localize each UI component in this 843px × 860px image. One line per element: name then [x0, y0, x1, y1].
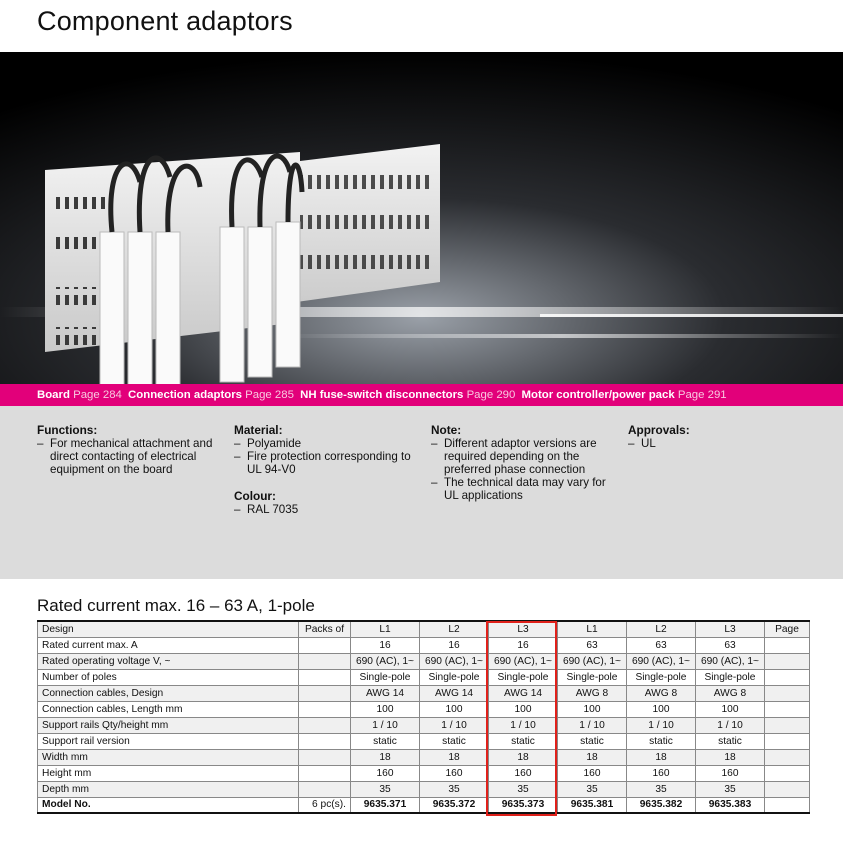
value-cell: 35	[558, 781, 627, 797]
row-label: Rated operating voltage V, ~	[38, 653, 299, 669]
xref-board[interactable]: Board Page 284	[37, 389, 122, 401]
value-cell: L3	[489, 621, 558, 637]
value-cell: AWG 8	[558, 685, 627, 701]
table-row	[38, 733, 810, 749]
value-cell: 100	[696, 701, 765, 717]
table-row	[38, 749, 810, 765]
value-cell: 18	[558, 749, 627, 765]
value-cell: AWG 14	[489, 685, 558, 701]
packs-cell	[299, 765, 351, 781]
value-cell: L3	[696, 621, 765, 637]
value-cell: 160	[420, 765, 489, 781]
page-title: Component adaptors	[37, 6, 293, 36]
page-cell	[765, 733, 810, 749]
value-cell: 100	[351, 701, 420, 717]
spec-table	[37, 620, 810, 814]
approvals-item: – UL	[628, 437, 778, 450]
table-title: Rated current max. 16 – 63 A, 1-pole	[37, 596, 315, 615]
page-cell	[765, 797, 810, 813]
value-cell: 9635.382	[627, 797, 696, 813]
table-row	[38, 637, 810, 653]
table-row	[38, 653, 810, 669]
note-heading: Note:	[431, 423, 462, 437]
value-cell: Single-pole	[627, 669, 696, 685]
row-label: Height mm	[38, 765, 299, 781]
row-label: Design	[38, 621, 299, 637]
page-cell	[765, 685, 810, 701]
value-cell: 100	[489, 701, 558, 717]
packs-cell: Packs of	[299, 621, 351, 637]
value-cell: 100	[627, 701, 696, 717]
value-cell: 1 / 10	[489, 717, 558, 733]
value-cell: 16	[351, 637, 420, 653]
value-cell: static	[627, 733, 696, 749]
value-cell: 9635.381	[558, 797, 627, 813]
value-cell: 63	[627, 637, 696, 653]
value-cell: 160	[627, 765, 696, 781]
value-cell: 63	[558, 637, 627, 653]
value-cell: AWG 8	[627, 685, 696, 701]
row-label: Width mm	[38, 749, 299, 765]
table-row	[38, 701, 810, 717]
packs-cell	[299, 733, 351, 749]
value-cell: 690 (AC), 1~	[489, 653, 558, 669]
value-cell: Single-pole	[351, 669, 420, 685]
value-cell: 100	[420, 701, 489, 717]
packs-cell	[299, 717, 351, 733]
page-cell	[765, 717, 810, 733]
value-cell: 35	[489, 781, 558, 797]
value-cell: 35	[627, 781, 696, 797]
value-cell: static	[420, 733, 489, 749]
page-cell	[765, 749, 810, 765]
value-cell: 35	[420, 781, 489, 797]
value-cell: L2	[627, 621, 696, 637]
page-cell	[765, 653, 810, 669]
value-cell: 9635.371	[351, 797, 420, 813]
value-cell: 9635.383	[696, 797, 765, 813]
note-item: – The technical data may vary for UL applications	[431, 476, 611, 502]
row-label: Rated current max. A	[38, 637, 299, 653]
value-cell: Single-pole	[558, 669, 627, 685]
value-cell: 16	[420, 637, 489, 653]
model-number-row	[38, 797, 810, 813]
table-row	[38, 717, 810, 733]
packs-cell: 6 pc(s).	[299, 797, 351, 813]
value-cell: AWG 14	[351, 685, 420, 701]
xref-motor-controller[interactable]: Motor controller/power pack Page 291	[521, 389, 727, 401]
value-cell: L2	[420, 621, 489, 637]
value-cell: 690 (AC), 1~	[420, 653, 489, 669]
table-row	[38, 765, 810, 781]
value-cell: L1	[558, 621, 627, 637]
value-cell: 18	[420, 749, 489, 765]
value-cell: 1 / 10	[558, 717, 627, 733]
value-cell: Single-pole	[696, 669, 765, 685]
value-cell: 1 / 10	[420, 717, 489, 733]
value-cell: Single-pole	[420, 669, 489, 685]
product-photo	[0, 52, 843, 384]
approvals-section	[628, 424, 778, 450]
functions-section	[37, 424, 227, 476]
xref-nh-fuse-switch[interactable]: NH fuse-switch disconnectors Page 290	[300, 389, 516, 401]
value-cell: AWG 8	[696, 685, 765, 701]
value-cell: 690 (AC), 1~	[351, 653, 420, 669]
colour-item: – RAL 7035	[234, 503, 414, 516]
xref-connection-adaptors[interactable]: Connection adaptors Page 285	[128, 389, 294, 401]
note-item: – Different adaptor versions are required depending on the preferred phase connection	[431, 437, 611, 476]
value-cell: 18	[696, 749, 765, 765]
value-cell: 1 / 10	[627, 717, 696, 733]
row-label: Support rail version	[38, 733, 299, 749]
row-label: Connection cables, Design	[38, 685, 299, 701]
value-cell: 63	[696, 637, 765, 653]
value-cell: static	[489, 733, 558, 749]
material-section	[234, 424, 414, 516]
value-cell: 9635.373	[489, 797, 558, 813]
row-label: Connection cables, Length mm	[38, 701, 299, 717]
packs-cell	[299, 781, 351, 797]
table-row	[38, 669, 810, 685]
value-cell: 690 (AC), 1~	[696, 653, 765, 669]
value-cell: 1 / 10	[696, 717, 765, 733]
material-heading: Material:	[234, 423, 283, 437]
value-cell: 160	[351, 765, 420, 781]
value-cell: Single-pole	[489, 669, 558, 685]
value-cell: 1 / 10	[351, 717, 420, 733]
info-box	[0, 406, 843, 579]
value-cell: 18	[351, 749, 420, 765]
page-cell	[765, 637, 810, 653]
value-cell: 160	[489, 765, 558, 781]
value-cell: 160	[696, 765, 765, 781]
page-cell	[765, 669, 810, 685]
value-cell: static	[351, 733, 420, 749]
value-cell: static	[696, 733, 765, 749]
value-cell: 35	[351, 781, 420, 797]
colour-heading: Colour:	[234, 489, 276, 503]
value-cell: 160	[558, 765, 627, 781]
packs-cell	[299, 669, 351, 685]
value-cell: static	[558, 733, 627, 749]
value-cell: 690 (AC), 1~	[627, 653, 696, 669]
value-cell: 100	[558, 701, 627, 717]
page-cell: Page	[765, 621, 810, 637]
page-cell	[765, 765, 810, 781]
packs-cell	[299, 701, 351, 717]
row-label: Number of poles	[38, 669, 299, 685]
functions-heading: Functions:	[37, 423, 98, 437]
packs-cell	[299, 749, 351, 765]
row-label: Model No.	[38, 797, 299, 813]
row-label: Depth mm	[38, 781, 299, 797]
value-cell: 18	[627, 749, 696, 765]
value-cell: 9635.372	[420, 797, 489, 813]
packs-cell	[299, 685, 351, 701]
value-cell: 16	[489, 637, 558, 653]
value-cell: 690 (AC), 1~	[558, 653, 627, 669]
table-row	[38, 781, 810, 797]
table-row	[38, 685, 810, 701]
packs-cell	[299, 653, 351, 669]
approvals-heading: Approvals:	[628, 423, 690, 437]
note-section	[431, 424, 611, 502]
page-cell	[765, 701, 810, 717]
cross-reference-bar	[0, 384, 843, 406]
material-item: – Fire protection corresponding to UL 94-V0	[234, 450, 414, 476]
functions-item: – For mechanical attachment and direct contacting of electrical equipment on the board	[37, 437, 227, 476]
value-cell: AWG 14	[420, 685, 489, 701]
value-cell: 18	[489, 749, 558, 765]
page-cell	[765, 781, 810, 797]
material-item: – Polyamide	[234, 437, 414, 450]
packs-cell	[299, 637, 351, 653]
value-cell: 35	[696, 781, 765, 797]
value-cell: L1	[351, 621, 420, 637]
row-label: Support rails Qty/height mm	[38, 717, 299, 733]
table-header-row	[38, 621, 810, 637]
